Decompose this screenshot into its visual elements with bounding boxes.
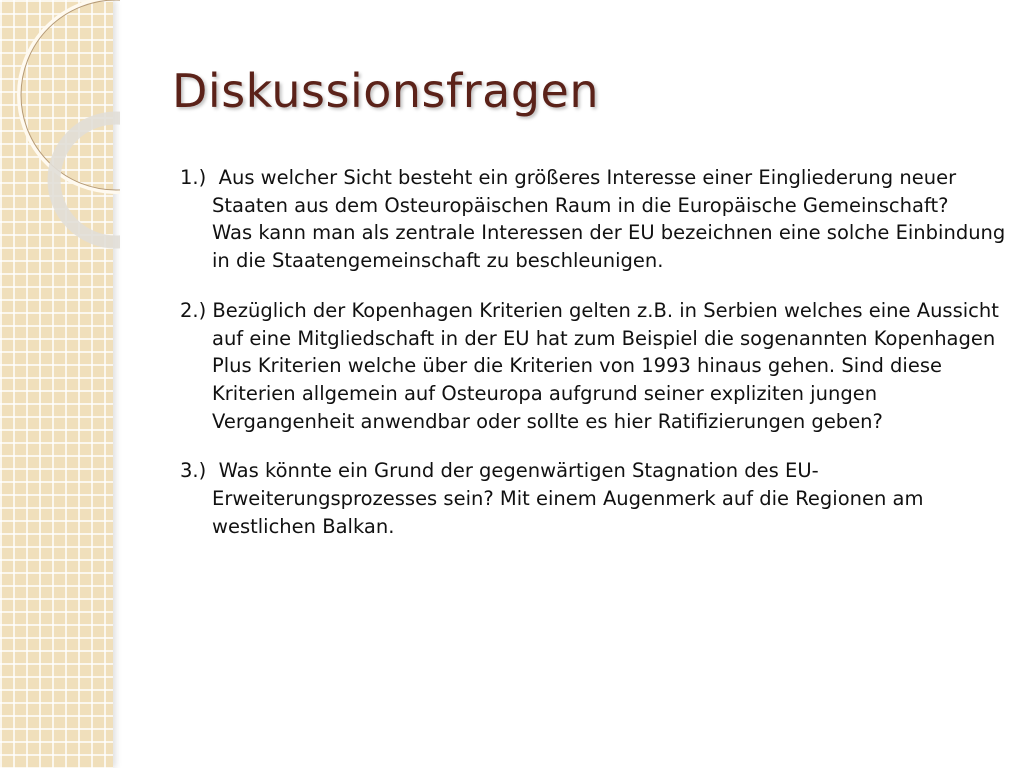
large-circle-decoration	[19, 0, 120, 192]
decorative-circles	[0, 0, 120, 768]
question-1	[180, 164, 1010, 275]
question-3	[180, 457, 1010, 540]
ring-decoration	[54, 118, 120, 242]
question-number: 2.)	[180, 298, 207, 322]
question-2	[180, 297, 1010, 436]
page-title: Diskussionsfragen	[172, 64, 599, 118]
question-text: Was könnte ein Grund der gegenwärtigen Stagnation des EU-Erweiterungsprozesses sein? Mit einem Augenmerk auf die Regionen am westlichen Balkan.	[212, 459, 924, 538]
question-number: 3.)	[180, 459, 207, 483]
question-text: Aus welcher Sicht besteht ein größeres Interesse einer Eingliederung neuer Staaten aus dem Osteuropäischen Raum in die Europäische Gemeinschaft?	[212, 166, 957, 217]
question-text: Was kann man als zentrale Interessen der EU bezeichnen eine solche Einbindung in die Staatengemeinschaft zu beschleunigen.	[212, 221, 1006, 273]
question-list	[180, 164, 1010, 562]
question-number: 1.)	[180, 166, 207, 189]
question-text: Bezüglich der Kopenhagen Kriterien gelten z.B. in Serbien welches eine Aussicht auf eine Mitgliedschaft in der EU hat zum Beispiel die sogenannten Kopenhagen Plus Kriterien welche über die Kriterien von 1993 hinaus gehen. Sind diese Kriterien allgemein auf Osteuropa aufgrund seiner expliziten jungen Vergangenheit anwendbar oder sollte es hier Ratifizierungen geben?	[212, 298, 999, 433]
